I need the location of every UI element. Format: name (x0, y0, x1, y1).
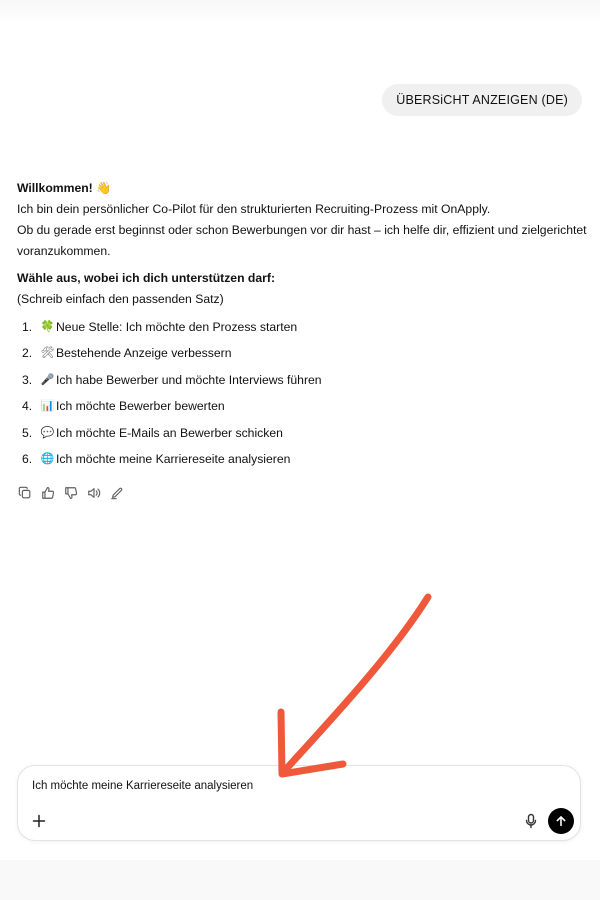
arrow-up-icon (554, 814, 568, 828)
option-number: 6. (22, 452, 33, 467)
send-button[interactable] (548, 808, 574, 834)
clover-icon: 🍀 (40, 320, 55, 333)
option-list (17, 314, 587, 473)
tools-icon: 🛠 (40, 347, 55, 360)
copy-icon[interactable] (17, 485, 33, 501)
intro-line-1: Ich bin dein persönlicher Co-Pilot für den strukturierten Recruiting-Prozess mit OnApply. (17, 202, 491, 216)
choose-heading: Wähle aus, wobei ich dich unterstützen darf: (17, 271, 275, 285)
option-item (17, 420, 587, 447)
option-number: 3. (22, 372, 33, 387)
add-attachment-button[interactable] (30, 812, 48, 830)
option-item (17, 314, 587, 341)
choose-hint: (Schreib einfach den passenden Satz) (17, 292, 224, 306)
top-fade (0, 0, 600, 24)
option-label: Ich möchte Bewerber bewerten (56, 399, 225, 414)
assistant-message (17, 178, 587, 473)
message-actions (17, 485, 125, 501)
voice-input-button[interactable] (522, 812, 540, 830)
microphone-icon (522, 812, 540, 830)
user-message-bubble: ÜBERSiCHT ANZEIGEN (DE) (382, 84, 582, 116)
speech-bubble-icon: 💬 (40, 426, 55, 439)
bar-chart-icon: 📊 (40, 400, 55, 413)
option-number: 4. (22, 399, 33, 414)
option-label: Ich habe Bewerber und möchte Interviews führen (56, 372, 322, 387)
thumbs-down-icon[interactable] (63, 485, 79, 501)
option-label: Ich möchte meine Karriereseite analysieren (56, 452, 291, 467)
option-label: Ich möchte E-Mails an Bewerber schicken (56, 425, 283, 440)
message-composer[interactable] (17, 765, 581, 841)
option-item (17, 447, 587, 474)
speaker-icon[interactable] (86, 485, 102, 501)
plus-icon (30, 812, 48, 830)
option-number: 2. (22, 346, 33, 361)
option-number: 5. (22, 425, 33, 440)
globe-icon: 🌐 (40, 453, 55, 466)
microphone-icon: 🎤 (40, 373, 55, 386)
option-label: Bestehende Anzeige verbessern (56, 346, 232, 361)
composer-input[interactable]: Ich möchte meine Karriereseite analysieren (32, 780, 254, 792)
thumbs-up-icon[interactable] (40, 485, 56, 501)
welcome-heading: Willkommen! 👋 (17, 181, 112, 195)
option-item (17, 341, 587, 368)
bottom-area (0, 860, 600, 900)
intro-line-2: Ob du gerade erst beginnst oder schon Bewerbungen vor dir hast – ich helfe dir, effizient und zielgerichtet voranzukommen. (17, 223, 587, 258)
option-label: Neue Stelle: Ich möchte den Prozess starten (56, 319, 298, 334)
option-number: 1. (22, 319, 33, 334)
edit-icon[interactable] (109, 485, 125, 501)
option-item (17, 367, 587, 394)
option-item (17, 394, 587, 421)
